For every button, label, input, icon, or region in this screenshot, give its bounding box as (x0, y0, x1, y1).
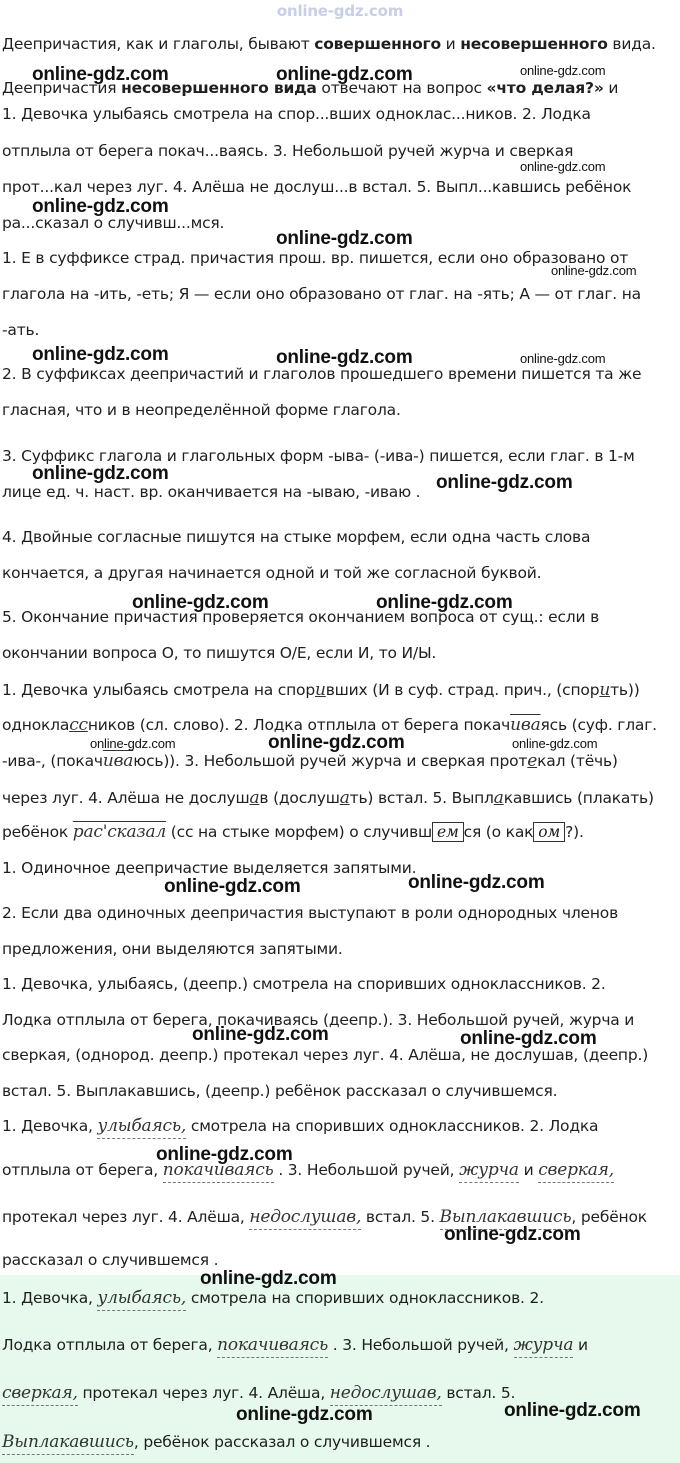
punct-rule: предложения, они выделяются запятыми. (2, 940, 343, 958)
watermark: online-gdz.com (504, 1400, 641, 1421)
watermark: online-gdz.com (276, 64, 413, 85)
watermark: online-gdz.com (32, 64, 169, 85)
intro-line-2: Деепричастия несовершенного вида отвечают на вопрос «что делая?» и (2, 79, 619, 97)
watermark: online-gdz.com (132, 592, 269, 613)
watermark: online-gdz.com (192, 1024, 329, 1045)
punct-line: сверкая, (однород. деепр.) протекал через луг. 4. Алёша, не дослушав, (деепр.) (2, 1046, 649, 1064)
watermark: online-gdz.com (32, 344, 169, 365)
hand2-line-2: Лодка отплыла от берега, покачиваясь . 3. Небольшой ручей, журча и (2, 1335, 588, 1355)
watermark: online-gdz.com (520, 351, 606, 366)
hand2-line-4: Выплакавшись, ребёнок рассказал о случившемся . (2, 1432, 430, 1452)
watermark: online-gdz.com (512, 736, 598, 751)
hand1-line-1: 1. Девочка, улыбаясь, смотрела на споривших одноклассников. 2. Лодка (2, 1116, 598, 1136)
answer-line-5: ребёнок рас'сказал (сс на стыке морфем) о случивш ем ся (о как ом ?). (2, 822, 584, 842)
watermark: online-gdz.com (32, 463, 169, 484)
watermark: online-gdz.com (32, 196, 169, 217)
answer-line-1: 1. Девочка улыбаясь смотрела на споривших (И в суф. страд. прич., (спорить)) (2, 680, 640, 700)
answer-line-3: -ива-, (покачиваюсь)). 3. Небольшой ручей журча и сверкая протекал (тёчь) (2, 751, 618, 771)
watermark: online-gdz.com (200, 1268, 337, 1289)
watermark: online-gdz.com (164, 876, 301, 897)
hand2-line-1: 1. Девочка, улыбаясь, смотрела на споривших одноклассников. 2. (2, 1288, 544, 1308)
watermark: online-gdz.com (236, 1404, 373, 1425)
watermark: online-gdz.com (276, 347, 413, 368)
rule-line: гласная, что и в неопределённой форме глагола. (2, 401, 401, 419)
hand1-line-4: рассказал о случившемся . (2, 1251, 219, 1269)
watermark: online-gdz.com (408, 872, 545, 893)
watermark: online-gdz.com (436, 472, 573, 493)
punct-line: 1. Девочка, улыбаясь, (деепр.) смотрела на споривших одноклассников. 2. (2, 975, 606, 993)
answer-line-2: одноклассников (сл. слово). 2. Лодка отплыла от берега покачиваясь (суф. глаг. (2, 715, 657, 735)
rule-line: кончается, а другая начинается одной и той же согласной буквой. (2, 564, 542, 582)
task-line: 1. Девочка улыбаясь смотрела на спор...вших одноклас...ников. 2. Лодка (2, 105, 591, 123)
rule-line: 3. Суффикс глагола и глагольных форм -ыва- (-ива-) пишется, если глаг. в 1-м (2, 447, 635, 465)
watermark: online-gdz.com (444, 1224, 581, 1245)
rule-line: глагола на -ить, -еть; Я — если оно образовано от глаг. на -ять; А — от глаг. на (2, 285, 641, 303)
watermark: online-gdz.com (520, 63, 606, 78)
rule-line: 4. Двойные согласные пишутся на стыке морфем, если одна часть слова (2, 528, 591, 546)
task-line: отплыла от берега покач...ваясь. 3. Небольшой ручей журча и сверкая (2, 142, 574, 160)
hand1-line-2: отплыла от берега, покачиваясь . 3. Небольшой ручей, журча и сверкая, (2, 1160, 614, 1180)
task-line: ра...сказал о случивш...мся. (2, 214, 225, 232)
watermark: online-gdz.com (268, 732, 405, 753)
watermark: online-gdz.com (90, 736, 176, 751)
watermark: online-gdz.com (460, 1028, 597, 1049)
answer-line-4: через луг. 4. Алёша не дослушав (дослушать) встал. 5. Выплакавшись (плакать) (2, 788, 654, 808)
punct-rule: 1. Одиночное деепричастие выделяется запятыми. (2, 859, 417, 877)
intro-line-1: Деепричастия, как и глаголы, бывают совершенного и несовершенного вида. (2, 35, 656, 53)
task-line: прот...кал через луг. 4. Алёша не дослуш...в встал. 5. Выпл...кавшись ребёнок (2, 178, 632, 196)
watermark: online-gdz.com (520, 159, 606, 174)
rule-line: -ать. (2, 321, 40, 339)
punct-line: Лодка отплыла от берега, покачиваясь (деепр.). 3. Небольшой ручей, журча и (2, 1011, 635, 1029)
rule-line: лице ед. ч. наст. вр. оканчивается на -ываю, -иваю . (2, 483, 421, 501)
watermark: online-gdz.com (276, 228, 413, 249)
rule-line: 1. Е в суффиксе страд. причастия прош. вр. пишется, если оно образовано от (2, 249, 629, 267)
punct-line: встал. 5. Выплакавшись, (деепр.) ребёнок рассказал о случившемся. (2, 1082, 558, 1100)
watermark: online-gdz.com (376, 592, 513, 613)
rule-line: 2. В суффиксах деепричастий и глаголов прошедшего времени пишется та же (2, 365, 642, 383)
watermark: online-gdz.com (156, 1144, 293, 1165)
rule-line: 5. Окончание причастия проверяется окончанием вопроса от сущ.: если в (2, 608, 600, 626)
punct-rule: 2. Если два одиночных деепричастия выступают в роли однородных членов (2, 904, 619, 922)
hand1-line-3: протекал через луг. 4. Алёша, недослушав, встал. 5. Выплакавшись, ребёнок (2, 1207, 647, 1227)
rule-line: окончании вопроса О, то пишутся О/Е, если И, то И/Ы. (2, 644, 437, 662)
watermark: online-gdz.com (551, 263, 637, 278)
watermark-top: online-gdz.com (276, 2, 404, 20)
hand2-line-3: сверкая, протекал через луг. 4. Алёша, недослушав, встал. 5. (2, 1383, 515, 1403)
